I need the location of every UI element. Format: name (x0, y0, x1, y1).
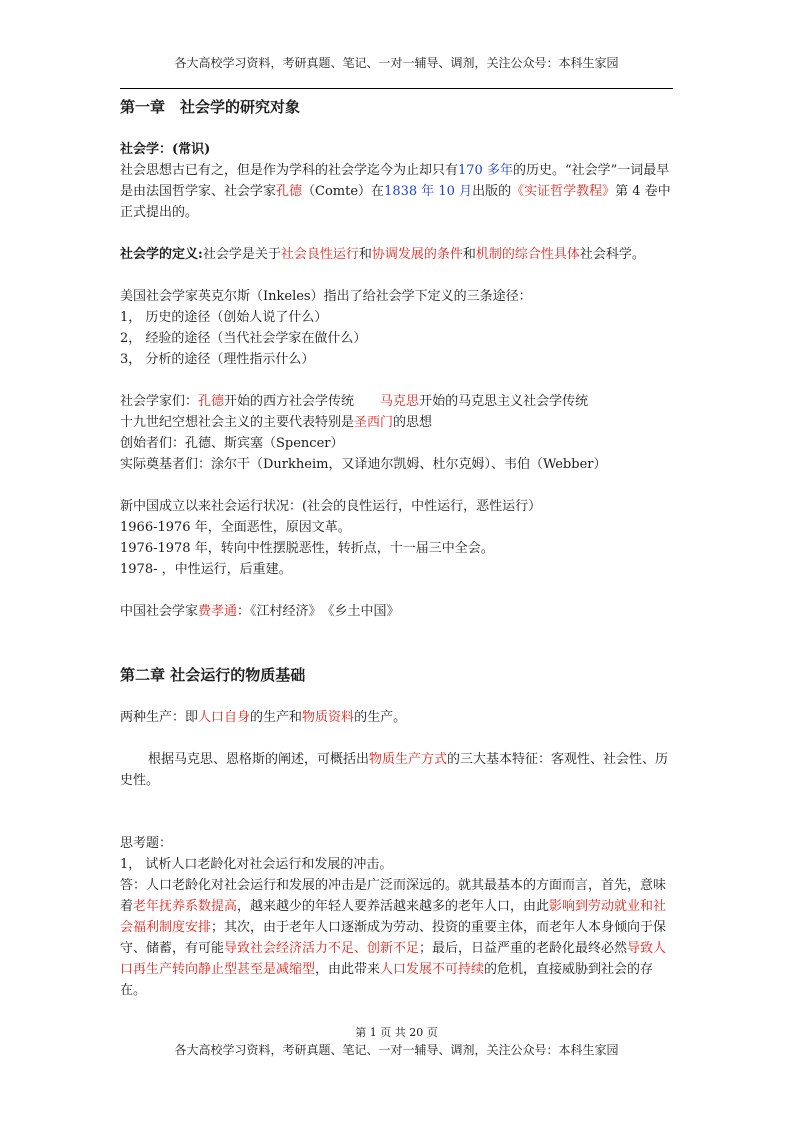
inkeles-lead: 美国社会学家英克尔斯（Inkeles）指出了给社会学下定义的三条途径： (120, 289, 532, 304)
page-header: 各大高校学习资料，考研真题、笔记、一对一辅导、调剂，关注公众号：本科生家园 (174, 56, 619, 70)
founding-fathers-line: 实际奠基者们：涂尔干（Durkheim，又译迪尔凯姆、杜尔克姆）、韦伯（Webber） (120, 457, 607, 472)
sociology-definition: 社会学的定义:社会学是关于社会良性运行和协调发展的条件和机制的综合性具体社会科学。 (120, 247, 645, 262)
page-number: 第 1 页 共 20 页 (355, 1026, 438, 1039)
answer-1: 答：人口老龄化对社会运行和发展的冲击是广泛而深远的。就其最基本的方面而言，首先，意味着老年抚养系数提高，越来越少的年轻人要养活越来越多的老年人口，由此影响到劳动就业和社会福利制度安排；其次，由于老年人口逐渐成为劳动、投资的重要主体，而老年人本身倾向于保守、储蓄，有可能导致社会经济活力不足、创新不足；最后，日益严重的老龄化最终必然导致人口再生产转向静止型甚至是减缩型，由此带来人口发展不可持续的危机，直接威胁到社会的存在。 (120, 878, 667, 998)
chapter-2-title: 第二章 社会运行的物质基础 (120, 666, 306, 684)
sociologists-line: 社会学家们：孔德开始的西方社会学传统 马克思开始的马克思主义社会学传统 (120, 394, 589, 409)
fei-xiaotong-line: 中国社会学家费孝通：《江村经济》 《乡土中国》 (120, 604, 400, 619)
page-footer: 各大高校学习资料，考研真题、笔记、一对一辅导、调剂，关注公众号：本科生家园 (174, 1043, 619, 1057)
document-body (120, 96, 676, 1001)
chapter-1-title: 第一章 社会学的研究对象 (120, 98, 301, 116)
founders-line: 创始者们：孔德、斯宾塞（Spencer） (120, 436, 344, 451)
two-productions: 两种生产：即人口自身的生产和物质资料的生产。 (120, 710, 407, 725)
sociology-label: 社会学：(常识) (120, 142, 211, 157)
utopian-socialism-line: 十九世纪空想社会主义的主要代表特别是圣西门的思想 (120, 415, 433, 430)
production-mode-features: 根据马克思、恩格斯的阐述，可概括出物质生产方式的三大基本特征：客观性、社会性、历史性。 (120, 752, 669, 788)
list-item: 2， 经验的途径（当代社会学家在做什么） (120, 331, 367, 346)
list-item: 1978- ，中性运行，后重建。 (120, 562, 292, 577)
list-item: 1976-1978 年，转向中性摆脱恶性，转折点，十一届三中全会。 (120, 541, 494, 556)
questions-label: 思考题： (120, 836, 173, 851)
header-divider (120, 88, 673, 89)
china-operation-lead: 新中国成立以来社会运行状况：(社会的良性运行，中性运行，恶性运行） (120, 499, 542, 514)
sociology-intro: 社会思想古已有之，但是作为学科的社会学迄今为止却只有170 多年的历史。“社会学”一词最早是由法国哲学家、社会学家孔德（Comte）在1838 年 10 月出版的《实证哲学教程》第 4 卷中正式提出的。 (120, 163, 671, 220)
list-item: 1， 历史的途径（创始人说了什么） (120, 310, 328, 325)
question-1: 1， 试析人口老龄化对社会运行和发展的冲击。 (120, 857, 393, 872)
list-item: 1966-1976 年，全面恶性，原因文革。 (120, 520, 351, 535)
list-item: 3， 分析的途径（理性指示什么） (120, 352, 315, 367)
